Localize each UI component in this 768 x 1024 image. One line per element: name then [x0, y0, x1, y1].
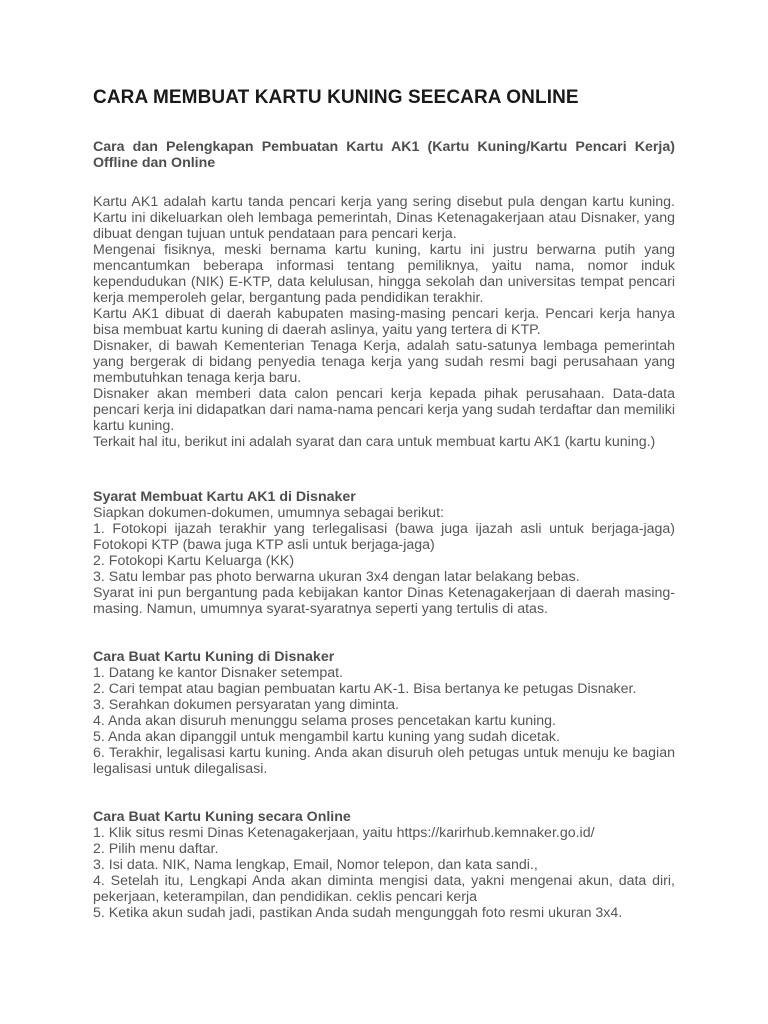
section-heading: Cara Buat Kartu Kuning secara Online	[93, 809, 351, 825]
section-line: Siapkan dokumen-dokumen, umumnya sebagai berikut:	[93, 505, 444, 521]
cara-disnaker-section	[93, 649, 675, 777]
intro-paragraph: Disnaker akan memberi data calon pencari kerja kepada pihak perusahaan. Data-data pencari kerja ini didapatkan dari nama-nama pencari kerja yang sudah terdaftar dan memiliki kartu kuning.	[93, 386, 675, 434]
section-line: 3. Serahkan dokumen persyaratan yang diminta.	[93, 697, 400, 713]
section-line: 1. Fotokopi ijazah terakhir yang terlegalisasi (bawa juga ijazah asli untuk berjaga-jaga) Fotokopi KTP (bawa juga KTP asli untuk berjaga-jaga)	[93, 521, 675, 553]
section-line: 3. Isi data. NIK, Nama lengkap, Email, Nomor telepon, dan kata sandi.,	[93, 857, 538, 873]
document-page	[93, 86, 675, 921]
section-line: 6. Terakhir, legalisasi kartu kuning. Anda akan disuruh oleh petugas untuk menuju ke bagian legalisasi untuk dilegalisasi.	[93, 745, 675, 777]
section-line: Syarat ini pun bergantung pada kebijakan kantor Dinas Ketenagakerjaan di daerah masing-masing. Namun, umumnya syarat-syaratnya seperti yang tertulis di atas.	[93, 585, 675, 617]
section-heading: Syarat Membuat Kartu AK1 di Disnaker	[93, 489, 356, 505]
section-line: 4. Setelah itu, Lengkapi Anda akan diminta mengisi data, yakni mengenai akun, data diri, pekerjaan, keterampilan, dan pendidikan. ceklis pencari kerja	[93, 873, 675, 905]
intro-paragraph: Terkait hal itu, berikut ini adalah syarat dan cara untuk membuat kartu AK1 (kartu kuning.)	[93, 434, 656, 450]
section-line: 1. Klik situs resmi Dinas Ketenagakerjaan, yaitu https://karirhub.kemnaker.go.id/	[93, 825, 595, 841]
section-line: 5. Anda akan dipanggil untuk mengambil kartu kuning yang sudah dicetak.	[93, 729, 560, 745]
section-line: 1. Datang ke kantor Disnaker setempat.	[93, 665, 343, 681]
intro-paragraph: Mengenai fisiknya, meski bernama kartu kuning, kartu ini justru berwarna putih yang mencantumkan beberapa informasi tentang pemiliknya, yaitu nama, nomor induk kependudukan (NIK) E-KTP, data kelulusan, hingga sekolah dan universitas tempat pencari kerja memperoleh gelar, bergantung pada pendidikan terakhir.	[93, 242, 675, 306]
section-line: 2. Fotokopi Kartu Keluarga (KK)	[93, 553, 295, 569]
section-heading: Cara Buat Kartu Kuning di Disnaker	[93, 649, 335, 665]
section-line: 2. Pilih menu daftar.	[93, 841, 219, 857]
section-line: 3. Satu lembar pas photo berwarna ukuran 3x4 dengan latar belakang bebas.	[93, 569, 580, 585]
cara-online-section	[93, 809, 675, 921]
syarat-section	[93, 489, 675, 617]
document-title: CARA MEMBUAT KARTU KUNING SEECARA ONLINE	[93, 87, 579, 108]
section-line: 4. Anda akan disuruh menunggu selama proses pencetakan kartu kuning.	[93, 713, 556, 729]
intro-paragraph: Kartu AK1 dibuat di daerah kabupaten masing-masing pencari kerja. Pencari kerja hanya bisa membuat kartu kuning di daerah aslinya, yaitu yang tertera di KTP.	[93, 306, 675, 338]
intro-paragraph: Disnaker, di bawah Kementerian Tenaga Kerja, adalah satu-satunya lembaga pemerintah yang bergerak di bidang penyedia tenaga kerja yang sudah resmi bagi perusahaan yang membutuhkan tenaga kerja baru.	[93, 338, 675, 386]
section-line: 2. Cari tempat atau bagian pembuatan kartu AK-1. Bisa bertanya ke petugas Disnaker.	[93, 681, 637, 697]
section-line: 5. Ketika akun sudah jadi, pastikan Anda sudah mengunggah foto resmi ukuran 3x4.	[93, 905, 623, 921]
intro-paragraph: Kartu AK1 adalah kartu tanda pencari kerja yang sering disebut pula dengan kartu kuning. Kartu ini dikeluarkan oleh lembaga pemerintah, Dinas Ketenagakerjaan atau Disnaker, yang dibuat dengan tujuan untuk pendataan para pencari kerja.	[93, 194, 675, 242]
intro-section	[93, 194, 675, 450]
document-subtitle: Cara dan Pelengkapan Pembuatan Kartu AK1 (Kartu Kuning/Kartu Pencari Kerja) Offline dan Online	[93, 139, 675, 171]
